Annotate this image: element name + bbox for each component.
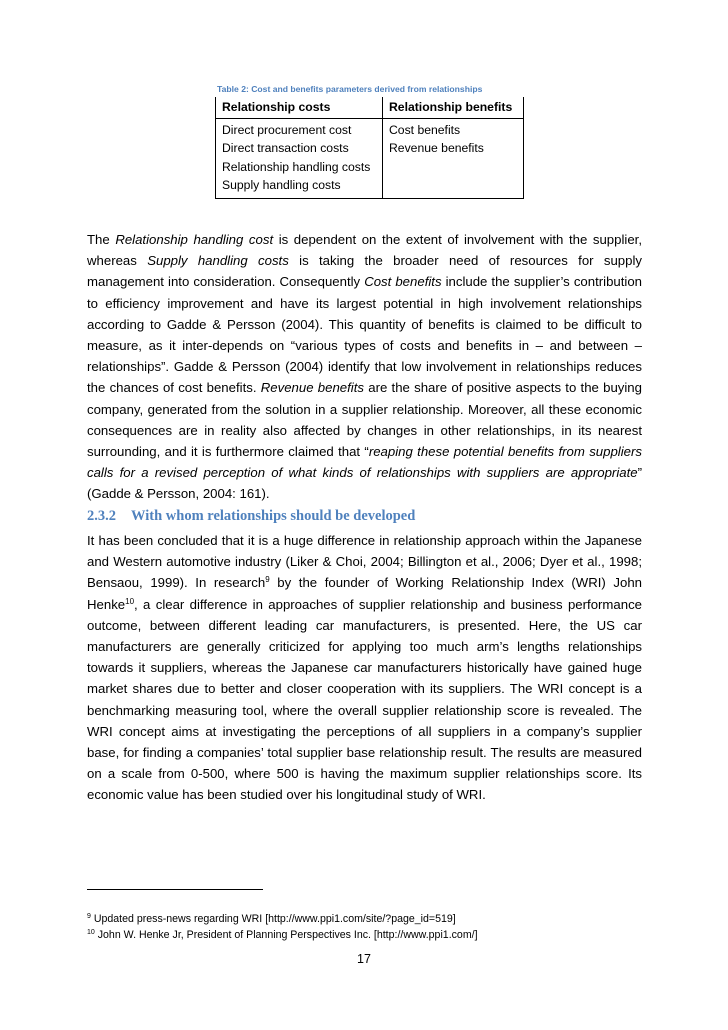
table-cell: Revenue benefits <box>383 139 524 158</box>
table-row <box>216 118 524 139</box>
table-row <box>216 139 524 158</box>
page-number: 17 <box>357 952 371 966</box>
body-paragraph-costs-benefits: The Relationship handling cost is dependent on the extent of involvement with the supplier, whereas Supply handling costs is taking the broader need of resources for supply management into consideration. Consequently Cost benefits include the supplier’s contribution to efficiency improvement and have its largest potential in high involvement relationships according to Gadde & Persson (2004). This quantity of benefits is claimed to be difficult to measure, as it inter-depends on “various types of costs and benefits in – and between – relationships”. Gadde & Persson (2004) identify that low involvement in relationships reduces the chances of cost benefits. Revenue benefits are the share of positive aspects to the buying company, generated from the solution in a supplier relationship. Moreover, all these economic consequences are in reality also affected by changes in other relationships, in its nearest surrounding, and it is furthermore claimed that “reaping these potential benefits from suppliers calls for a revised perception of what kinds of relationships with suppliers are appropriate” (Gadde & Persson, 2004: 161). <box>87 232 642 502</box>
footnote-9: $^9$ Updated press-news regarding WRI [http://www.ppi1.com/site/?page_id=519] <box>87 913 456 925</box>
section-number: 2.3.2 <box>87 508 116 524</box>
table-cell: Supply handling costs <box>216 176 383 198</box>
table-cell: Relationship handling costs <box>216 158 383 177</box>
cost-benefit-table <box>215 97 524 199</box>
term-revenue-benefits: Revenue benefits <box>260 380 364 396</box>
table-row <box>216 158 524 177</box>
table-cell <box>383 176 524 198</box>
term-cost-benefits: Cost benefits <box>364 274 442 290</box>
footnote-ref-9[interactable]: 9 <box>265 575 270 585</box>
term-relationship-handling-cost: Relationship handling cost <box>115 232 274 247</box>
header-relationship-benefits: Relationship benefits <box>383 97 524 118</box>
section-heading <box>87 508 642 525</box>
table-cell: Direct procurement cost <box>216 118 383 139</box>
footnote-10: $^{10}$ John W. Henke Jr, President of Planning Perspectives Inc. [http://www.ppi1.com/] <box>87 929 478 941</box>
footnote-ref-10[interactable]: 10 <box>125 596 135 606</box>
table-cell: Direct transaction costs <box>216 139 383 158</box>
footnote-mark: 9 <box>87 913 91 920</box>
header-relationship-costs: Relationship costs <box>216 97 383 118</box>
footnote-separator <box>87 889 263 890</box>
footnote-mark: 10 <box>87 929 95 936</box>
quote-italic: reaping these potential benefits from suppliers calls for a revised perception of what kinds of relationships with suppliers are appropriate <box>87 444 642 481</box>
term-supply-handling-costs: Supply handling costs <box>147 253 289 269</box>
table-row <box>216 176 524 198</box>
body-paragraph-wri: It has been concluded that it is a huge difference in relationship approach within the Japanese and Western automotive industry (Liker & Choi, 2004; Billington et al., 2006; Dyer et al., 1998; Bensaou, 1999). In research$^9$ by the founder of Working Relationship Index (WRI) John Henke$^{10}$, a clear difference in approaches of supplier relationship and business performance outcome, between different leading car manufacturers, is presented. Here, the US car manufacturers are generally criticized for applying too much arm’s lengths relationships towards it suppliers, whereas the Japanese car manufacturers historically have gained huge market shares due to better and closer cooperation with its suppliers. The WRI concept is a benchmarking measuring tool, where the overall supplier relationship score is revealed. The WRI concept aims at investigating the perceptions of all suppliers in a company’s supplier base, for finding a companies’ total supplier base relationship result. The results are measured on a scale from 0-500, where 500 is having the maximum supplier relationships score. Its economic value has been studied over his longitudinal study of WRI. <box>87 533 642 803</box>
table-caption: Table 2: Cost and benefits parameters derived from relationships <box>217 84 483 94</box>
table-cell: Cost benefits <box>383 118 524 139</box>
section-title: With whom relationships should be developed <box>131 508 416 524</box>
table-header-row <box>216 97 524 118</box>
table-cell <box>383 158 524 177</box>
